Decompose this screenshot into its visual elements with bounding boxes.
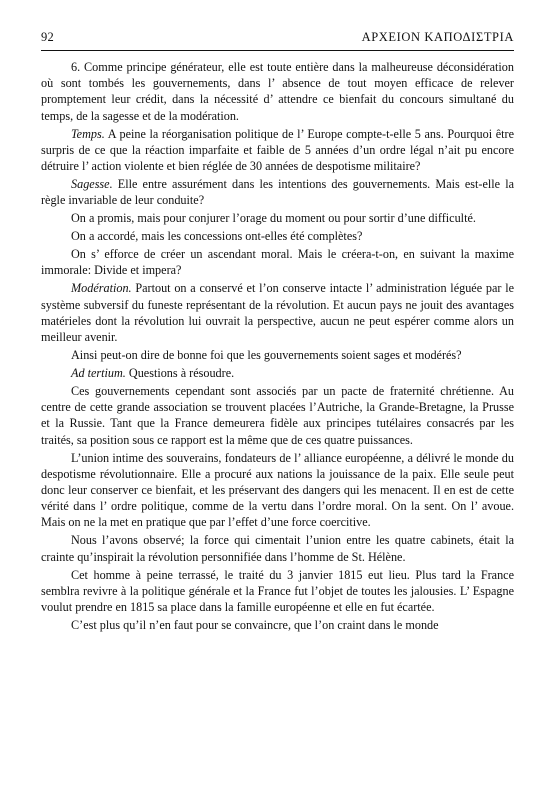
paragraph — [41, 532, 514, 564]
paragraph — [41, 59, 514, 124]
paragraph — [41, 246, 514, 278]
paragraph-text: Partout on a conservé et l’on conserve intacte l’ administration léguée par le système subversif du funeste représentant de la révolution. Et aucun pays ne jouit des avantages matérieles dont la révolution lui ouvrait la perspective, aucun ne peut espérer comme alors un meilleur avenir. — [41, 281, 514, 345]
paragraph-text: Ainsi peut-on dire de bonne foi que les gouvernements soient sages et modérés? — [71, 348, 462, 363]
paragraph-text: L’union intime des souverains, fondateurs de l’ alliance européenne, a délivré le monde du despotisme révolutionnaire. Elle a procuré aux nations la jouissance de la paix. Elle seule peut donc leur conserver ce bienfait, et les préservant des dangers qui les menacent. Il en est de cette vérité dans l’ ordre politique, comme de la vertu dans l’ordre moral. On la sent. On l’ avoue. Mais on ne la met en pratique que par l’effet d’une force coercitive. — [41, 450, 514, 530]
paragraph — [41, 617, 514, 633]
paragraph-text: Cet homme à peine terrassé, le traité du 3 janvier 1815 eut lieu. Plus tard la France semblra revivre à la politique générale et la France fut l’objet de toutes les jalousies. L’ Espagne voulut prendre en 1815 sa place dans la famille européenne et elle en fut écartée. — [41, 567, 514, 615]
paragraph-text: On a accordé, mais les concessions ont-elles été complètes? — [71, 229, 363, 244]
paragraph-lead: Ad tertium. — [71, 366, 126, 381]
paragraph — [41, 280, 514, 345]
paragraph-text: On s’ efforce de créer un ascendant moral. Mais le créera-t-on, en suivant la maxime immorale: Divide et impera? — [41, 247, 514, 278]
paragraph — [41, 347, 514, 363]
paragraph-text: On a promis, mais pour conjurer l’orage du moment ou pour sortir d’une difficulté. — [71, 211, 476, 226]
paragraph — [41, 365, 514, 381]
page-number: 92 — [41, 30, 55, 44]
paragraph-lead: Modération. — [71, 281, 132, 296]
paragraph — [41, 228, 514, 244]
paragraph-text: Nous l’avons observé; la force qui cimentait l’union entre les quatre cabinets, était la crainte qu’inspirait la révolution personnifiée dans l’homme de St. Hélène. — [41, 533, 514, 564]
paragraph — [41, 210, 514, 226]
paragraph — [41, 126, 514, 175]
paragraph-lead: Sagesse. — [71, 177, 113, 192]
body-text — [41, 59, 514, 635]
paragraph-text: Questions à résoudre. — [125, 366, 235, 381]
paragraph-text: A peine la réorganisation politique de l’ Europe compte-t-elle 5 ans. Pourquoi être surpris de ce que la réaction imparfaite et faible de 5 années d’un ordre légal n’ait pu encore détruire l’ action violente et bien réglée de 30 années de despotisme militaire? — [41, 126, 514, 174]
paragraph-text: 6. Comme principe générateur, elle est toute entière dans la malheureuse déconsidération où sont tombés les gouvernements, dans l’ absence de tout moyen efficace de relever promptement leur crédit, dans la nécessité d’ attendre ce bienfait du concours simultané du temps, de la sagesse et de la modération. — [41, 60, 514, 123]
page-header — [41, 30, 514, 50]
paragraph — [41, 176, 514, 208]
paragraph — [41, 567, 514, 616]
paragraph-text: Elle entre assurément dans les intentions des gouvernements. Mais est-elle la règle invariable de leur conduite? — [41, 177, 514, 208]
paragraph — [41, 383, 514, 448]
paragraph-text: C’est plus qu’il n’en faut pour se convaincre, que l’on craint dans le monde — [71, 618, 439, 633]
paragraph-lead: Temps. — [71, 126, 105, 141]
header-rule — [41, 50, 514, 51]
paragraph-text: Ces gouvernements cependant sont associés par un pacte de fraternité chrétienne. Au centre de cette grande association se trouvent placées l’Autriche, la Grande-Bretagne, la Prusse et la Russie. Tant que la France demeurera fidèle aux principes tutélaires consacrés par les traités, sa position sous ce rapport est la même que de ces quatre puissances. — [41, 384, 514, 447]
running-title: ΑΡΧΕΙΟΝ ΚΑΠΟΔΙΣΤΡΙΑ — [361, 30, 514, 44]
paragraph — [41, 450, 514, 531]
